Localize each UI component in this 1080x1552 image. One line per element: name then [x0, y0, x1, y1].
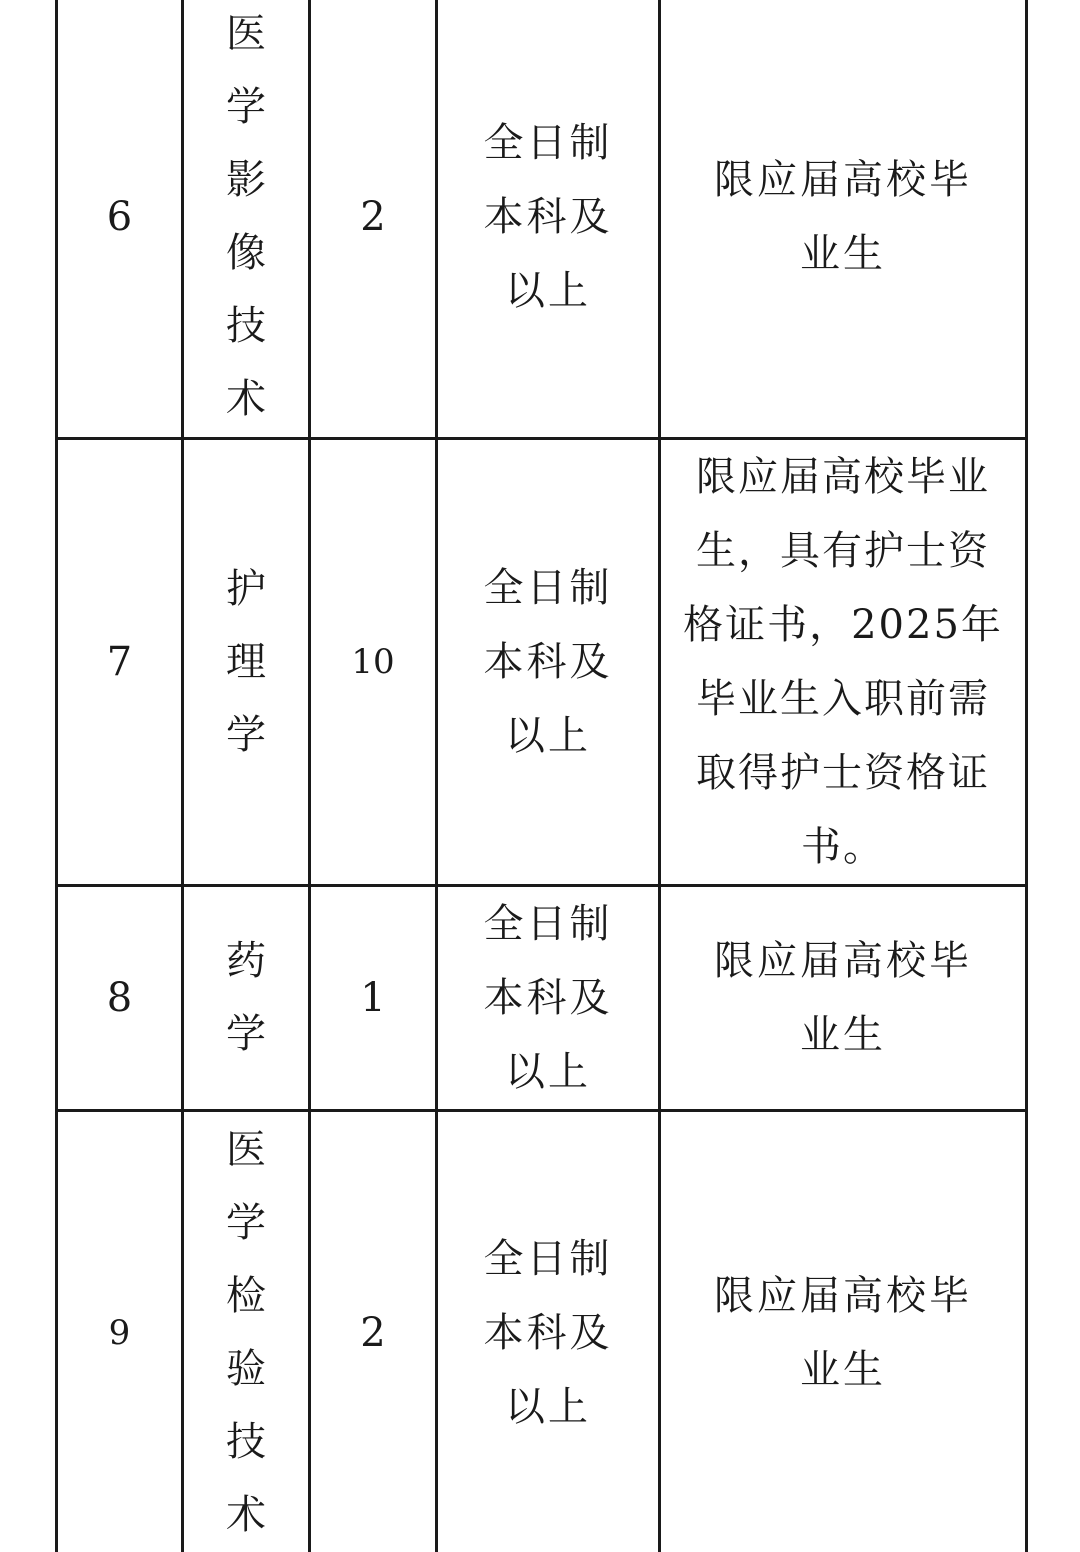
hire-count: 2 [360, 1310, 386, 1356]
count-cell [310, 439, 437, 886]
count-cell [310, 0, 437, 439]
hire-count: 1 [360, 975, 386, 1021]
education-cell [437, 886, 660, 1111]
education-requirement: 全日制本科及以上 [483, 1236, 613, 1430]
count-cell [310, 886, 437, 1111]
hire-count: 2 [360, 194, 386, 240]
row-number-cell [57, 886, 183, 1111]
requirement-cell [660, 0, 1027, 439]
row-number: 9 [108, 1313, 131, 1353]
row-number: 7 [106, 639, 133, 685]
table-row [57, 439, 1027, 886]
recruitment-table [55, 0, 1028, 1552]
hire-count: 10 [351, 642, 395, 682]
row-number: 8 [106, 975, 133, 1021]
major-name: 医学影像技术 [226, 11, 266, 422]
row-number-cell [57, 0, 183, 439]
major-cell [183, 439, 310, 886]
other-requirement: 限应届高校毕业生 [714, 1273, 972, 1393]
education-cell [437, 1111, 660, 1552]
education-cell [437, 0, 660, 439]
other-requirement: 限应届高校毕业生，具有护士资格证书，2025年毕业生入职前需取得护士资格证书。 [683, 454, 1003, 870]
requirement-cell [660, 1111, 1027, 1552]
major-name: 药学 [226, 938, 266, 1057]
requirement-cell [660, 886, 1027, 1111]
major-name: 医学检验技术 [226, 1127, 266, 1538]
table-row [57, 0, 1027, 439]
other-requirement: 限应届高校毕业生 [714, 938, 972, 1058]
requirement-cell [660, 439, 1027, 886]
major-cell [183, 0, 310, 439]
major-cell [183, 886, 310, 1111]
row-number: 6 [106, 194, 133, 240]
education-requirement: 全日制本科及以上 [483, 565, 613, 759]
education-cell [437, 439, 660, 886]
table-row [57, 886, 1027, 1111]
row-number-cell [57, 439, 183, 886]
row-number-cell [57, 1111, 183, 1552]
major-cell [183, 1111, 310, 1552]
education-requirement: 全日制本科及以上 [483, 120, 613, 314]
other-requirement: 限应届高校毕业生 [714, 157, 972, 277]
table-row [57, 1111, 1027, 1552]
major-name: 护理学 [226, 565, 266, 758]
count-cell [310, 1111, 437, 1552]
education-requirement: 全日制本科及以上 [483, 901, 613, 1095]
